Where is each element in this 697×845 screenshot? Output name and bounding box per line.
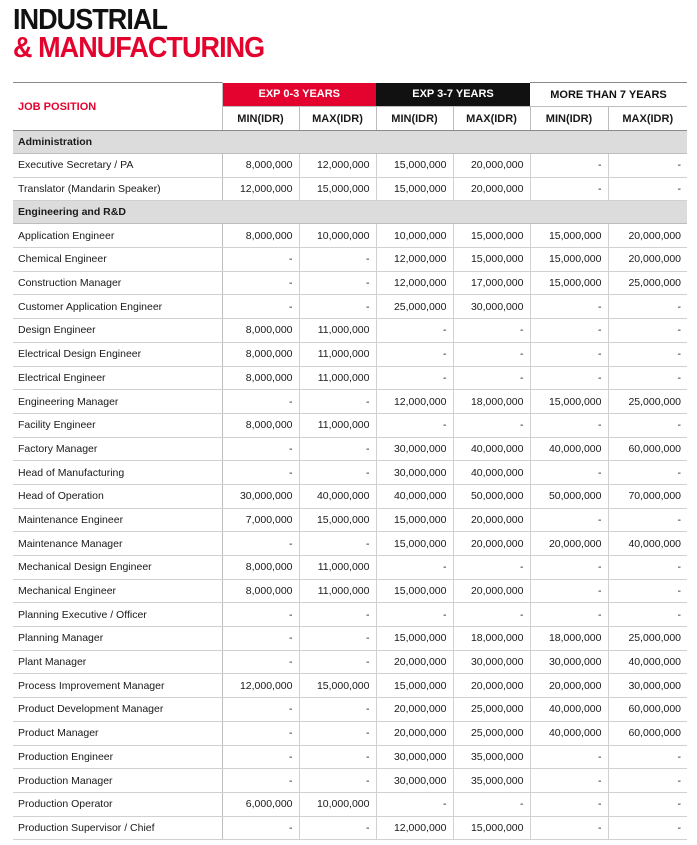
group-header-3-7: EXP 3-7 YEARS (376, 83, 530, 107)
salary-cell: 40,000,000 (376, 484, 453, 508)
position-cell: Translator (Mandarin Speaker) (13, 177, 222, 201)
table-row (13, 413, 687, 437)
salary-cell: 20,000,000 (608, 224, 687, 248)
subheader-min-3-7: MIN(IDR) (376, 107, 453, 131)
salary-cell: 11,000,000 (299, 319, 376, 343)
salary-cell: - (530, 295, 608, 319)
table-row (13, 650, 687, 674)
salary-cell: - (222, 721, 299, 745)
salary-cell: 30,000,000 (222, 484, 299, 508)
salary-cell: - (608, 556, 687, 580)
salary-cell: 30,000,000 (376, 769, 453, 793)
salary-cell: 15,000,000 (530, 224, 608, 248)
position-cell: Product Manager (13, 721, 222, 745)
table-row (13, 342, 687, 366)
salary-cell: - (299, 650, 376, 674)
table-row (13, 556, 687, 580)
salary-cell: 20,000,000 (453, 674, 530, 698)
salary-cell: 12,000,000 (376, 248, 453, 272)
salary-cell: - (530, 319, 608, 343)
salary-cell: 12,000,000 (376, 816, 453, 840)
job-position-header: JOB POSITION (13, 83, 222, 131)
salary-cell: 8,000,000 (222, 366, 299, 390)
salary-cell: 50,000,000 (530, 484, 608, 508)
salary-cell: 30,000,000 (530, 650, 608, 674)
salary-cell: - (299, 769, 376, 793)
salary-cell: - (530, 177, 608, 201)
salary-cell: - (222, 461, 299, 485)
salary-cell: - (530, 816, 608, 840)
salary-cell: - (222, 816, 299, 840)
salary-cell: - (453, 319, 530, 343)
table-row (13, 390, 687, 414)
salary-cell: 8,000,000 (222, 556, 299, 580)
salary-cell: 8,000,000 (222, 579, 299, 603)
position-cell: Factory Manager (13, 437, 222, 461)
salary-cell: - (376, 413, 453, 437)
salary-table (13, 82, 687, 840)
salary-cell: - (530, 508, 608, 532)
salary-cell: - (222, 295, 299, 319)
section-title: Engineering and R&D (13, 201, 687, 224)
salary-cell: 25,000,000 (608, 627, 687, 651)
salary-cell: 25,000,000 (608, 390, 687, 414)
salary-cell: 12,000,000 (299, 154, 376, 178)
table-row (13, 674, 687, 698)
salary-cell: 11,000,000 (299, 413, 376, 437)
salary-cell: - (530, 579, 608, 603)
salary-cell: 11,000,000 (299, 556, 376, 580)
table-row (13, 484, 687, 508)
salary-cell: 15,000,000 (530, 271, 608, 295)
salary-cell: - (299, 627, 376, 651)
salary-cell: - (608, 413, 687, 437)
group-header-0-3: EXP 0-3 YEARS (222, 83, 376, 107)
salary-cell: 15,000,000 (376, 508, 453, 532)
position-cell: Customer Application Engineer (13, 295, 222, 319)
table-body (13, 131, 687, 840)
salary-cell: 20,000,000 (453, 154, 530, 178)
salary-cell: 18,000,000 (530, 627, 608, 651)
table-row (13, 319, 687, 343)
subheader-max-7-plus: MAX(IDR) (608, 107, 687, 131)
salary-cell: 20,000,000 (530, 674, 608, 698)
position-cell: Electrical Engineer (13, 366, 222, 390)
salary-cell: - (608, 366, 687, 390)
salary-cell: - (608, 154, 687, 178)
salary-cell: - (530, 792, 608, 816)
salary-cell: 25,000,000 (376, 295, 453, 319)
subheader-max-3-7: MAX(IDR) (453, 107, 530, 131)
position-cell: Maintenance Manager (13, 532, 222, 556)
salary-cell: - (453, 792, 530, 816)
salary-cell: - (530, 413, 608, 437)
salary-cell: 15,000,000 (376, 579, 453, 603)
salary-cell: 70,000,000 (608, 484, 687, 508)
table-row (13, 721, 687, 745)
salary-cell: - (222, 532, 299, 556)
table-row (13, 248, 687, 272)
salary-cell: - (453, 413, 530, 437)
salary-cell: - (530, 461, 608, 485)
salary-cell: - (376, 792, 453, 816)
position-cell: Electrical Design Engineer (13, 342, 222, 366)
group-header-7-plus: MORE THAN 7 YEARS (530, 83, 687, 107)
salary-cell: - (299, 437, 376, 461)
salary-cell: 6,000,000 (222, 792, 299, 816)
salary-cell: - (222, 769, 299, 793)
salary-cell: 20,000,000 (608, 248, 687, 272)
salary-cell: 40,000,000 (453, 461, 530, 485)
salary-cell: 25,000,000 (608, 271, 687, 295)
subheader-min-7-plus: MIN(IDR) (530, 107, 608, 131)
salary-cell: 50,000,000 (453, 484, 530, 508)
table-row (13, 177, 687, 201)
section-row (13, 201, 687, 224)
salary-cell: 30,000,000 (453, 295, 530, 319)
salary-cell: - (608, 816, 687, 840)
salary-cell: 12,000,000 (222, 674, 299, 698)
salary-cell: - (376, 342, 453, 366)
salary-cell: - (608, 792, 687, 816)
salary-cell: - (222, 698, 299, 722)
salary-cell: 20,000,000 (453, 508, 530, 532)
position-cell: Plant Manager (13, 650, 222, 674)
subheader-min-0-3: MIN(IDR) (222, 107, 299, 131)
salary-cell: 10,000,000 (299, 792, 376, 816)
table-row (13, 603, 687, 627)
salary-cell: - (299, 816, 376, 840)
salary-cell: 20,000,000 (453, 532, 530, 556)
salary-cell: - (376, 556, 453, 580)
salary-cell: 60,000,000 (608, 721, 687, 745)
salary-cell: 40,000,000 (453, 437, 530, 461)
salary-cell: 15,000,000 (530, 390, 608, 414)
salary-cell: 40,000,000 (608, 650, 687, 674)
position-cell: Process Improvement Manager (13, 674, 222, 698)
salary-cell: 8,000,000 (222, 319, 299, 343)
salary-cell: - (530, 342, 608, 366)
salary-cell: - (608, 319, 687, 343)
salary-cell: 35,000,000 (453, 745, 530, 769)
salary-cell: 15,000,000 (376, 532, 453, 556)
title-line-2: & MANUFACTURING (13, 32, 265, 64)
table-row (13, 745, 687, 769)
salary-cell: - (222, 745, 299, 769)
salary-cell: 20,000,000 (376, 650, 453, 674)
position-cell: Production Supervisor / Chief (13, 816, 222, 840)
salary-cell: 20,000,000 (530, 532, 608, 556)
salary-cell: 20,000,000 (376, 698, 453, 722)
position-cell: Planning Executive / Officer (13, 603, 222, 627)
salary-cell: 11,000,000 (299, 342, 376, 366)
salary-cell: 8,000,000 (222, 342, 299, 366)
salary-cell: 12,000,000 (376, 390, 453, 414)
salary-cell: 60,000,000 (608, 437, 687, 461)
position-cell: Planning Manager (13, 627, 222, 651)
salary-cell: - (299, 461, 376, 485)
table-row (13, 437, 687, 461)
salary-cell: 8,000,000 (222, 154, 299, 178)
salary-cell: 60,000,000 (608, 698, 687, 722)
position-cell: Product Development Manager (13, 698, 222, 722)
salary-cell: - (299, 698, 376, 722)
salary-cell: 15,000,000 (376, 177, 453, 201)
salary-cell: - (608, 603, 687, 627)
salary-cell: - (530, 745, 608, 769)
table-row (13, 461, 687, 485)
salary-cell: - (222, 437, 299, 461)
salary-cell: - (530, 366, 608, 390)
salary-cell: 30,000,000 (376, 745, 453, 769)
table-row (13, 579, 687, 603)
table-row (13, 154, 687, 178)
salary-cell: 30,000,000 (453, 650, 530, 674)
position-cell: Mechanical Design Engineer (13, 556, 222, 580)
table-row (13, 224, 687, 248)
salary-cell: 15,000,000 (376, 154, 453, 178)
salary-cell: - (608, 295, 687, 319)
position-cell: Head of Operation (13, 484, 222, 508)
salary-cell: - (530, 154, 608, 178)
table-row (13, 627, 687, 651)
salary-cell: 15,000,000 (530, 248, 608, 272)
salary-cell: 17,000,000 (453, 271, 530, 295)
salary-cell: - (530, 556, 608, 580)
salary-cell: 40,000,000 (530, 698, 608, 722)
salary-cell: 15,000,000 (299, 177, 376, 201)
salary-cell: 20,000,000 (453, 579, 530, 603)
salary-cell: - (376, 366, 453, 390)
salary-cell: - (222, 390, 299, 414)
salary-cell: - (299, 721, 376, 745)
position-cell: Maintenance Engineer (13, 508, 222, 532)
salary-cell: 8,000,000 (222, 413, 299, 437)
salary-cell: - (453, 342, 530, 366)
table-row (13, 295, 687, 319)
salary-cell: - (530, 769, 608, 793)
table-row (13, 698, 687, 722)
salary-cell: 15,000,000 (299, 674, 376, 698)
salary-cell: 40,000,000 (608, 532, 687, 556)
salary-cell: - (608, 508, 687, 532)
subheader-max-0-3: MAX(IDR) (299, 107, 376, 131)
position-cell: Production Engineer (13, 745, 222, 769)
salary-cell: - (608, 579, 687, 603)
table-row (13, 816, 687, 840)
salary-cell: 15,000,000 (453, 224, 530, 248)
salary-cell: - (222, 650, 299, 674)
salary-cell: 15,000,000 (376, 674, 453, 698)
position-cell: Construction Manager (13, 271, 222, 295)
position-cell: Head of Manufacturing (13, 461, 222, 485)
salary-cell: 7,000,000 (222, 508, 299, 532)
salary-cell: 10,000,000 (376, 224, 453, 248)
position-cell: Engineering Manager (13, 390, 222, 414)
salary-cell: 11,000,000 (299, 366, 376, 390)
position-cell: Design Engineer (13, 319, 222, 343)
salary-cell: 15,000,000 (453, 248, 530, 272)
salary-cell: 15,000,000 (299, 508, 376, 532)
salary-cell: 20,000,000 (376, 721, 453, 745)
salary-cell: - (376, 603, 453, 627)
salary-cell: 30,000,000 (608, 674, 687, 698)
salary-cell: - (608, 461, 687, 485)
salary-cell: 30,000,000 (376, 461, 453, 485)
salary-cell: - (453, 366, 530, 390)
salary-cell: - (299, 532, 376, 556)
position-cell: Application Engineer (13, 224, 222, 248)
salary-cell: - (222, 627, 299, 651)
salary-cell: - (530, 603, 608, 627)
salary-cell: 10,000,000 (299, 224, 376, 248)
salary-cell: - (608, 342, 687, 366)
table-row (13, 366, 687, 390)
salary-cell: 40,000,000 (530, 437, 608, 461)
salary-cell: - (299, 603, 376, 627)
salary-cell: - (222, 271, 299, 295)
table-row (13, 532, 687, 556)
salary-cell: 35,000,000 (453, 769, 530, 793)
salary-cell: - (608, 745, 687, 769)
salary-cell: - (453, 556, 530, 580)
page-title (13, 6, 283, 62)
salary-cell: 20,000,000 (453, 177, 530, 201)
salary-cell: - (608, 769, 687, 793)
salary-cell: - (299, 248, 376, 272)
position-cell: Mechanical Engineer (13, 579, 222, 603)
position-cell: Executive Secretary / PA (13, 154, 222, 178)
salary-cell: 40,000,000 (530, 721, 608, 745)
salary-cell: 18,000,000 (453, 627, 530, 651)
salary-cell: - (299, 271, 376, 295)
salary-cell: 15,000,000 (453, 816, 530, 840)
salary-cell: - (299, 295, 376, 319)
position-cell: Facility Engineer (13, 413, 222, 437)
table-row (13, 769, 687, 793)
salary-cell: 30,000,000 (376, 437, 453, 461)
salary-cell: 18,000,000 (453, 390, 530, 414)
position-cell: Production Manager (13, 769, 222, 793)
section-row (13, 131, 687, 154)
salary-cell: 25,000,000 (453, 698, 530, 722)
position-cell: Chemical Engineer (13, 248, 222, 272)
salary-cell: - (299, 745, 376, 769)
position-cell: Production Operator (13, 792, 222, 816)
salary-cell: 15,000,000 (376, 627, 453, 651)
salary-cell: 11,000,000 (299, 579, 376, 603)
salary-cell: 40,000,000 (299, 484, 376, 508)
table-row (13, 792, 687, 816)
salary-cell: - (299, 390, 376, 414)
salary-cell: 12,000,000 (376, 271, 453, 295)
salary-cell: - (453, 603, 530, 627)
salary-cell: - (608, 177, 687, 201)
table-row (13, 271, 687, 295)
salary-cell: - (376, 319, 453, 343)
salary-cell: 25,000,000 (453, 721, 530, 745)
table-row (13, 508, 687, 532)
title-line-1: INDUSTRIAL (13, 4, 168, 36)
section-title: Administration (13, 131, 687, 154)
salary-cell: 12,000,000 (222, 177, 299, 201)
salary-cell: - (222, 603, 299, 627)
salary-cell: 8,000,000 (222, 224, 299, 248)
salary-cell: - (222, 248, 299, 272)
